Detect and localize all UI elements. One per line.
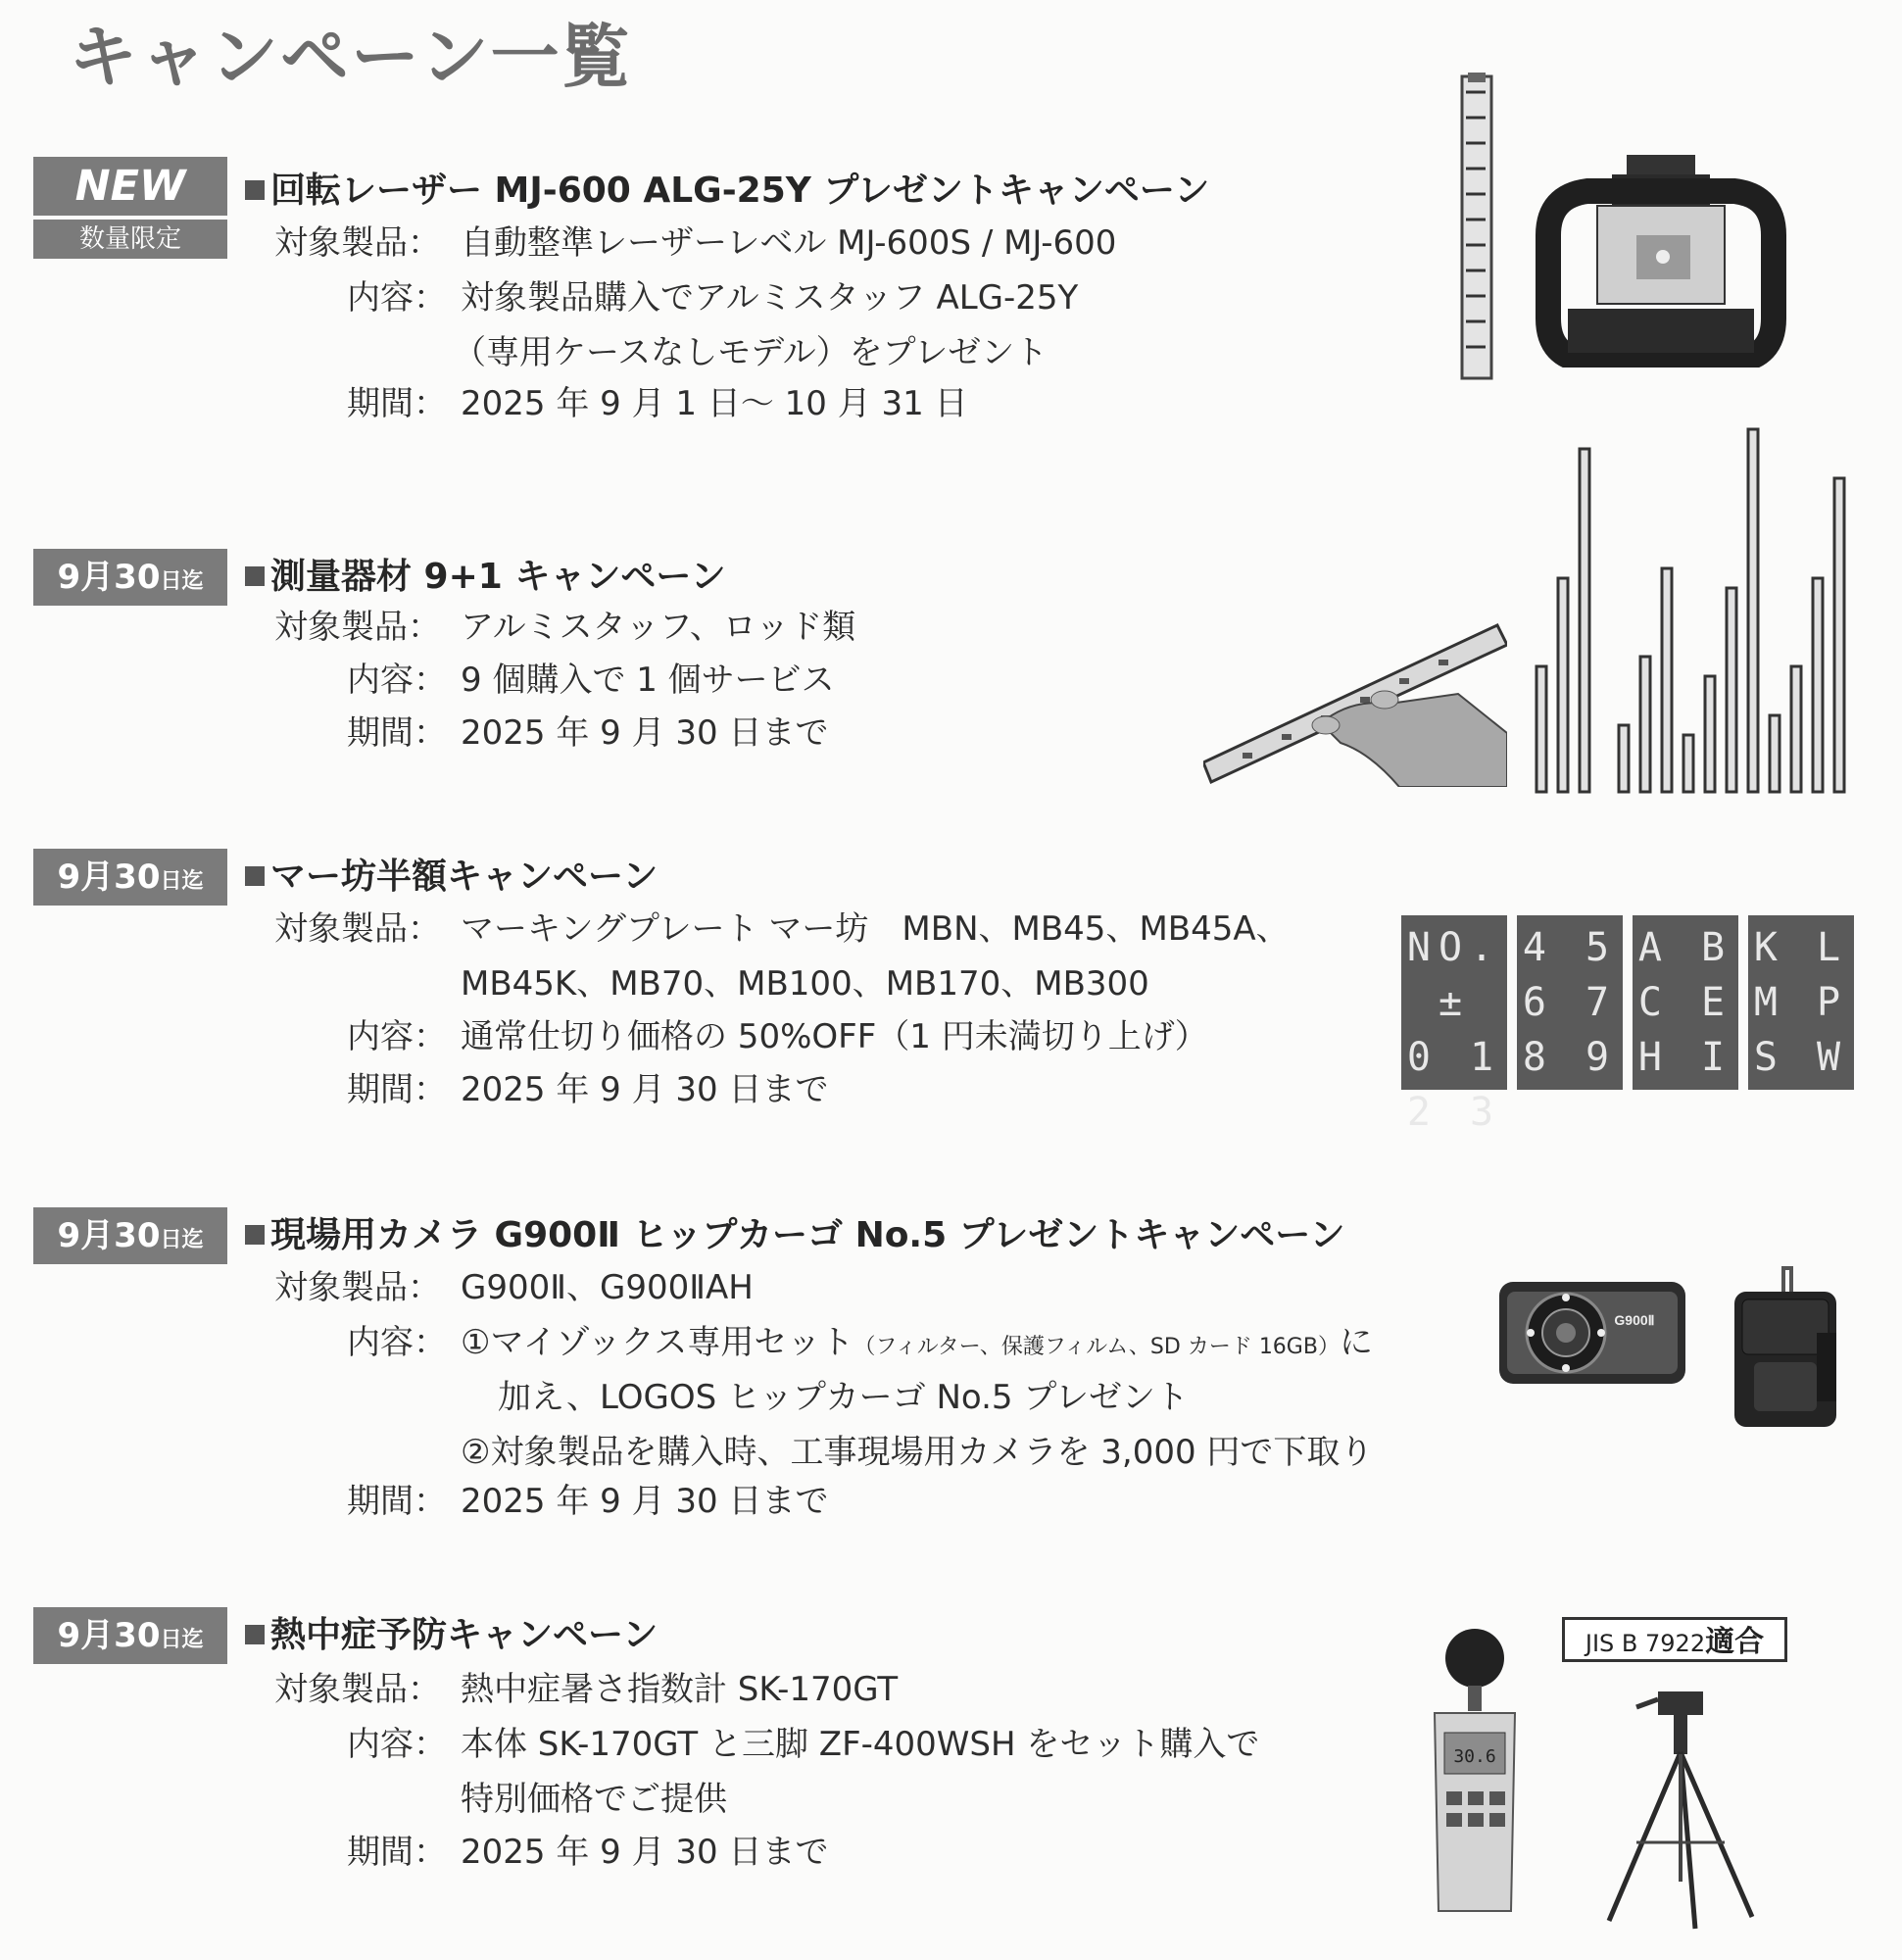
product-label: 対象製品： (274, 223, 441, 263)
product-value: アルミスタッフ、ロッド類 (461, 608, 856, 647)
content-line-1: ①マイゾックス専用セット（フィルター、保護フィルム、SD カード 16GB）に (461, 1323, 1373, 1362)
bullet-square-icon (245, 1625, 265, 1644)
period-value: 2025 年 9 月 30 日まで (461, 1070, 829, 1109)
badge-suffix: 日迄 (160, 569, 204, 594)
marking-plates-image (1401, 915, 1854, 1135)
content-line-1: 対象製品購入でアルミスタッフ ALG-25Y (461, 278, 1079, 318)
campaign-title: 熱中症予防キャンペーン (245, 1607, 658, 1657)
product-value: G900Ⅱ、G900ⅡAH (461, 1268, 754, 1307)
badge-suffix: 日迄 (160, 1628, 204, 1652)
content-label: 内容： (347, 1725, 447, 1764)
heat-index-meter-image (1421, 1625, 1529, 1919)
meter-display-text: 30.6 (1453, 1746, 1496, 1767)
product-line-1: マーキングプレート マー坊 MBN、MB45、MB45A、 (461, 909, 1290, 949)
deadline-badge (33, 549, 227, 606)
content-line-2: （専用ケースなしモデル）をプレゼント (453, 333, 1049, 372)
product-line-2: MB45K、MB70、MB100、MB170、MB300 (461, 964, 1149, 1004)
staff-handling-image (1203, 615, 1507, 787)
product-label: 対象製品： (274, 1268, 441, 1307)
marking-plate: A B C E H I (1633, 915, 1738, 1090)
period-value: 2025 年 9 月 30 日まで (461, 1833, 829, 1872)
rotary-laser-image (1529, 147, 1793, 368)
content-line-2: 加え、LOGOS ヒップカーゴ No.5 プレゼント (498, 1378, 1190, 1417)
content-label: 内容： (347, 1017, 447, 1056)
badge-date: 9月30 (57, 858, 161, 897)
content-line-1: 本体 SK-170GT と三脚 ZF-400WSH をセット購入で (461, 1725, 1260, 1764)
bullet-square-icon (245, 1225, 265, 1245)
page-title: キャンペーン一覧 (69, 17, 632, 97)
marking-plate: 4 5 6 7 8 9 (1517, 915, 1623, 1090)
badge-new-label: NEW (74, 162, 186, 211)
hip-cargo-bag-image (1727, 1264, 1844, 1431)
product-label: 対象製品： (274, 909, 441, 949)
g900-camera-image (1495, 1276, 1691, 1390)
badge-limited-label: 数量限定 (33, 216, 227, 259)
product-label: 対象製品： (274, 1670, 441, 1709)
badge-date: 9月30 (57, 558, 161, 597)
badge-date: 9月30 (57, 1616, 161, 1655)
marking-plate: NO.± 0 1 2 3 (1401, 915, 1507, 1090)
content-line-1: 通常仕切り価格の 50%OFF（1 円未満切り上げ） (461, 1017, 1208, 1056)
content-line-3: ②対象製品を購入時、工事現場用カメラを 3,000 円で下取り (461, 1433, 1374, 1472)
rods-lineup-image (1529, 421, 1862, 794)
deadline-badge (33, 849, 227, 906)
badge-suffix: 日迄 (160, 869, 204, 894)
period-label: 期間： (347, 384, 447, 423)
campaign-title: マー坊半額キャンペーン (245, 849, 658, 899)
deadline-badge (33, 1607, 227, 1664)
aluminum-staff-image (1450, 73, 1509, 382)
product-label: 対象製品： (274, 608, 441, 647)
campaign-title: 測量器材 9+1 キャンペーン (245, 549, 726, 599)
marking-plate: K L M P S W (1748, 915, 1854, 1090)
period-value: 2025 年 9 月 30 日まで (461, 1482, 829, 1521)
content-label: 内容： (347, 1323, 447, 1362)
deadline-badge (33, 1207, 227, 1264)
content-label: 内容： (347, 661, 447, 700)
badge-date: 9月30 (57, 1216, 161, 1255)
period-value: 2025 年 9 月 1 日～ 10 月 31 日 (461, 384, 968, 423)
badge-suffix: 日迄 (160, 1228, 204, 1252)
content-line-1-note: （フィルター、保護フィルム、SD カード 16GB） (853, 1335, 1340, 1359)
period-label: 期間： (347, 1833, 447, 1872)
jis-compliance-label: JIS B 7922適合 (1562, 1617, 1787, 1662)
bullet-square-icon (245, 180, 265, 200)
campaign-title: 現場用カメラ G900Ⅱ ヒップカーゴ No.5 プレゼントキャンペーン (245, 1207, 1345, 1257)
period-label: 期間： (347, 1482, 447, 1521)
tripod-image (1597, 1686, 1764, 1931)
product-value: 自動整準レーザーレベル MJ-600S / MJ-600 (461, 223, 1117, 263)
product-value: 熱中症暑さ指数計 SK-170GT (461, 1670, 899, 1709)
campaign-title: 回転レーザー MJ-600 ALG-25Y プレゼントキャンペーン (245, 163, 1209, 213)
bullet-square-icon (245, 566, 265, 586)
content-line-2: 特別価格でご提供 (461, 1780, 727, 1819)
period-value: 2025 年 9 月 30 日まで (461, 713, 829, 753)
bullet-square-icon (245, 866, 265, 886)
content-label: 内容： (347, 278, 447, 318)
camera-model-text: G900Ⅱ (1614, 1312, 1655, 1328)
period-label: 期間： (347, 1070, 447, 1109)
new-badge (33, 157, 227, 259)
content-line-1: 9 個購入で 1 個サービス (461, 661, 835, 700)
period-label: 期間： (347, 713, 447, 753)
